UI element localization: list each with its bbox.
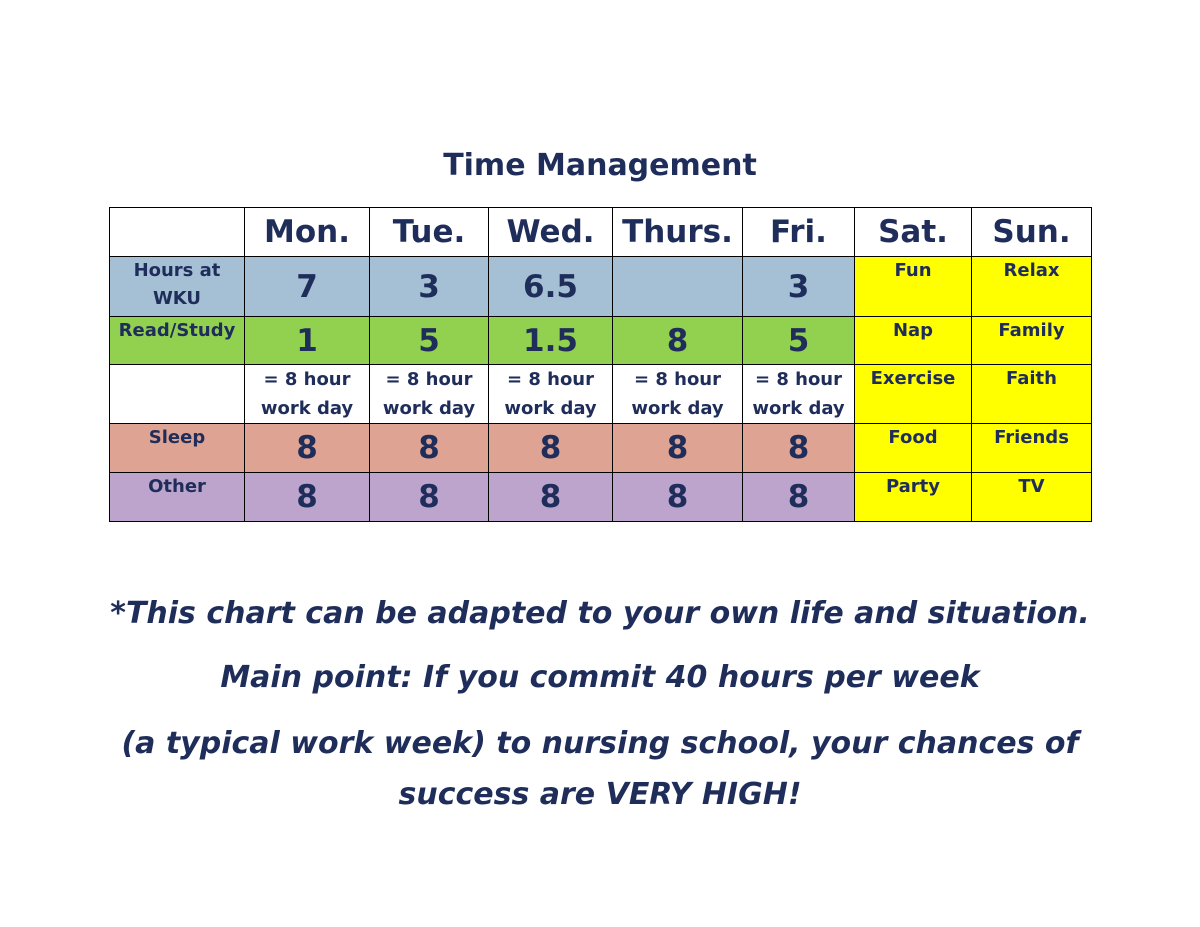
- cell-note: = 8 hour work day: [743, 365, 855, 424]
- note-main-point: Main point: If you commit 40 hours per week: [220, 660, 980, 695]
- header-day-wed: Wed.: [489, 208, 613, 257]
- cell-value: 3: [370, 257, 489, 317]
- time-management-table: [109, 207, 1092, 522]
- cell-value: 1.5: [489, 317, 613, 365]
- cell-value: 1: [245, 317, 370, 365]
- cell-value: [613, 257, 743, 317]
- note-adaptable: *This chart can be adapted to your own life and situation.: [110, 596, 1090, 631]
- cell-value: 8: [613, 473, 743, 522]
- note-conclusion: [0, 718, 1200, 820]
- cell-weekend-sun: Relax: [972, 257, 1092, 317]
- cell-value: 5: [370, 317, 489, 365]
- cell-weekend-sun: TV: [972, 473, 1092, 522]
- cell-value: 8: [245, 473, 370, 522]
- cell-weekend-sun: Friends: [972, 424, 1092, 473]
- cell-value: 8: [743, 473, 855, 522]
- cell-note: = 8 hour work day: [489, 365, 613, 424]
- header-day-tue: Tue.: [370, 208, 489, 257]
- cell-value: 6.5: [489, 257, 613, 317]
- cell-note: = 8 hour work day: [370, 365, 489, 424]
- cell-note: = 8 hour work day: [613, 365, 743, 424]
- header-day-mon: Mon.: [245, 208, 370, 257]
- cell-value: 8: [370, 424, 489, 473]
- cell-weekend-sun: Faith: [972, 365, 1092, 424]
- row-label-other: Other: [110, 473, 245, 522]
- table-row: [110, 473, 1092, 522]
- table-row: [110, 317, 1092, 365]
- header-day-sun: Sun.: [972, 208, 1092, 257]
- table-row: [110, 365, 1092, 424]
- cell-value: 3: [743, 257, 855, 317]
- cell-weekend-sat: Fun: [855, 257, 972, 317]
- header-corner-cell: [110, 208, 245, 257]
- cell-note: = 8 hour work day: [245, 365, 370, 424]
- cell-value: 7: [245, 257, 370, 317]
- row-label-sleep: Sleep: [110, 424, 245, 473]
- table-row: [110, 257, 1092, 317]
- cell-value: 8: [613, 424, 743, 473]
- cell-value: 8: [489, 473, 613, 522]
- table-header-row: [110, 208, 1092, 257]
- row-label-empty: [110, 365, 245, 424]
- cell-value: 8: [613, 317, 743, 365]
- cell-value: 5: [743, 317, 855, 365]
- cell-value: 8: [370, 473, 489, 522]
- cell-value: 8: [245, 424, 370, 473]
- header-day-thurs: Thurs.: [613, 208, 743, 257]
- cell-value: 8: [489, 424, 613, 473]
- cell-value: 8: [743, 424, 855, 473]
- page-title: Time Management: [443, 148, 757, 183]
- note-conclusion-line-1: (a typical work week) to nursing school, your chances of: [121, 726, 1079, 761]
- cell-weekend-sat: Food: [855, 424, 972, 473]
- cell-weekend-sun: Family: [972, 317, 1092, 365]
- cell-weekend-sat: Exercise: [855, 365, 972, 424]
- table-row: [110, 424, 1092, 473]
- header-day-fri: Fri.: [743, 208, 855, 257]
- cell-weekend-sat: Party: [855, 473, 972, 522]
- note-conclusion-line-2: success are VERY HIGH!: [398, 777, 802, 812]
- header-day-sat: Sat.: [855, 208, 972, 257]
- row-label-hours-at-wku: Hours at WKU: [110, 257, 245, 317]
- cell-weekend-sat: Nap: [855, 317, 972, 365]
- row-label-read-study: Read/Study: [110, 317, 245, 365]
